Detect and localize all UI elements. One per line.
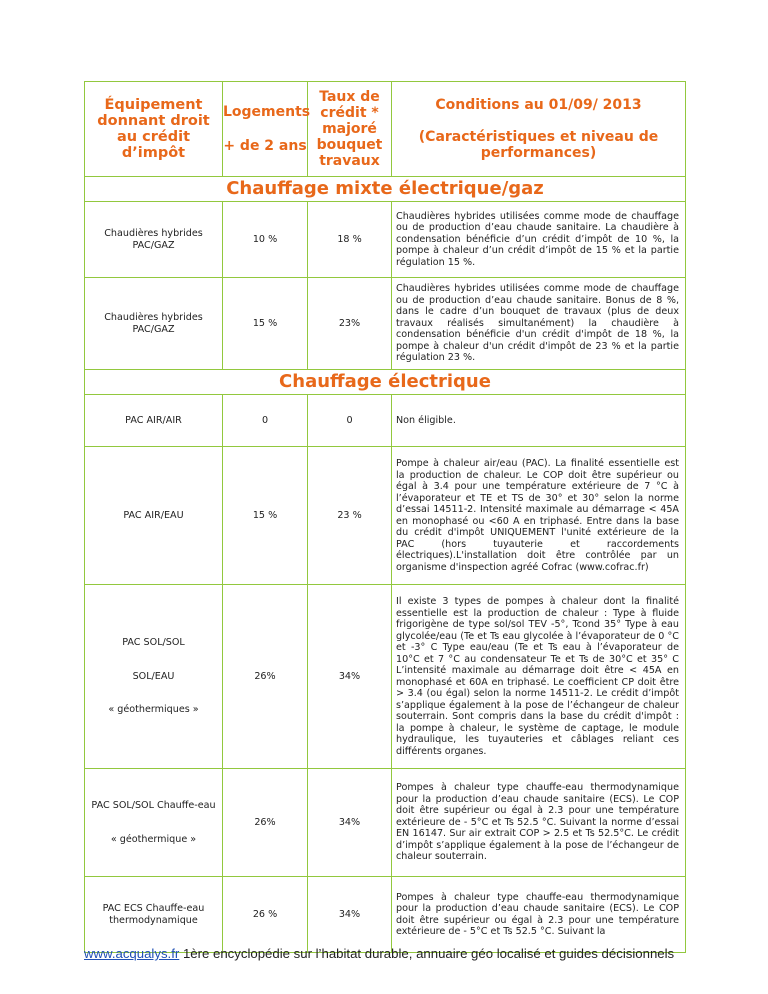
equipment-cell xyxy=(85,877,223,953)
conditions-cell: Pompes à chaleur type chauffe-eau thermodynamique pour la production d’eau chaude sanitaire (ECS). Le COP doit être supérieur ou égal à 2.3 pour une température extérieure de - 5°C et Ts 52.5 °C. Suivant la norme d’essai EN 16147. Sur air extrait COP > 2.5 et Ts 52.5°C. Le crédit d’impôt s’applique également à la pose de l’échangeur de chaleur souterrain. xyxy=(392,769,686,877)
bonus-rate-cell: 34% xyxy=(308,877,392,953)
equipment-cell xyxy=(85,278,223,370)
equipment-label: Chaudières hybrides PAC/GAZ xyxy=(104,312,203,335)
section-row xyxy=(85,177,686,202)
header-housing-label: Logements xyxy=(223,104,311,120)
header-bonus-rate: Taux de crédit * majoré bouquet travaux xyxy=(308,82,392,177)
equipment-cell xyxy=(85,585,223,769)
header-row xyxy=(85,82,686,177)
rate-cell: 26 % xyxy=(223,877,308,953)
bonus-rate-cell: 23 % xyxy=(308,447,392,585)
rate-cell: 15 % xyxy=(223,278,308,370)
header-housing-age: + de 2 ans xyxy=(223,138,307,154)
rate-cell: 26% xyxy=(223,585,308,769)
bonus-rate-cell: 23% xyxy=(308,278,392,370)
section-title: Chauffage mixte électrique/gaz xyxy=(85,177,686,202)
header-conditions-detail: (Caractéristiques et niveau de performances) xyxy=(418,129,659,161)
rate-cell: 0 xyxy=(223,395,308,447)
equipment-label: SOL/EAU xyxy=(132,670,175,682)
table-row xyxy=(85,395,686,447)
table-row xyxy=(85,585,686,769)
bonus-rate-cell: 18 % xyxy=(308,202,392,278)
conditions-cell: Chaudières hybrides utilisées comme mode de chauffage ou de production d’eau chaude sanitaire. Bonus de 8 %, dans le cadre d’un bouquet de travaux (plus de deux travaux réalisés simultanément) la chaudière à condensation bénéficie d'un crédit d'impôt de 18 %, la pompe à chaleur d'un crédit d'impôt de 23 % et la partie régulation 23 %. xyxy=(392,278,686,370)
conditions-cell: Pompe à chaleur air/eau (PAC). La finalité essentielle est la production de chaleur. Le COP doit être supérieur ou égal à 3.4 pour une température extérieure de 7 °C à l’évaporateur et TE et TS de 30° et 30° selon la norme d’essai 14511-2. Intensité maximale au démarrage < 45A en monophasé ou <60 A en triphasé. Entre dans la base du crédit d'impôt UNIQUEMENT l'unité extérieure de la PAC (hors tuyauterie et raccordements électriques).L'installation doit être contrôlée par un organisme d'inspection agréé Cofrac (www.cofrac.fr) xyxy=(392,447,686,585)
equipment-label: PAC AIR/AIR xyxy=(125,414,182,426)
header-housing xyxy=(223,82,311,177)
equipment-cell xyxy=(85,202,223,278)
bonus-rate-cell: 0 xyxy=(308,395,392,447)
rate-cell: 15 % xyxy=(223,447,308,585)
conditions-cell: Non éligible. xyxy=(392,395,686,447)
equipment-label: PAC AIR/EAU xyxy=(123,509,184,521)
bonus-rate-cell: 34% xyxy=(308,585,392,769)
table-row xyxy=(85,447,686,585)
document-page xyxy=(84,81,685,953)
footer-text: 1ère encyclopédie sur l’habitat durable, annuaire géo localisé et guides décisionnels xyxy=(179,946,675,961)
equipment-label: PAC ECS Chauffe-eau thermodynamique xyxy=(102,903,205,926)
equipment-label: PAC SOL/SOL xyxy=(122,637,185,649)
equipment-cell xyxy=(85,769,223,877)
bonus-rate-cell: 34% xyxy=(308,769,392,877)
header-conditions-date: Conditions au 01/09/ 2013 xyxy=(435,97,642,113)
section-row xyxy=(85,370,686,395)
equipment-label: « géothermiques » xyxy=(108,704,199,716)
table-row xyxy=(85,202,686,278)
conditions-cell: Il existe 3 types de pompes à chaleur dont la finalité essentielle est la production de chaleur : Type à fluide frigorigène de type sol/sol TEV -5°, Tcond 35° Type à eau glycolée/eau (Te et Ts eau glycolée à l’évaporateur de 0 °C et -3° C Type eau/eau (Te et Ts eau à l’évaporateur de 10°C et 7 °C au condensateur Te et Ts de 30°C et 35° C L’intensité maximale au démarrage doit être < 45A en monophasé et 60A en triphasé. Le coefficient CP doit être > 3.4 (ou égal) selon la norme 14511-2. Le crédit d’impôt s’applique également à la pose de l’échangeur de chaleur souterrain. Sont compris dans la base du crédit d'impôt : la pompe à chaleur, le système de captage, le module hydraulique, les tuyauteries et câblages reliant ces différents organes. xyxy=(392,585,686,769)
conditions-cell: Pompes à chaleur type chauffe-eau thermodynamique pour la production d’eau chaude sanitaire (ECS). Le COP doit être supérieur ou égal à 2.3 pour une température extérieure de - 5°C et Ts 52.5 °C. Suivant la xyxy=(392,877,686,953)
page-footer xyxy=(84,946,704,961)
equipment-cell xyxy=(85,447,223,585)
rate-cell: 10 % xyxy=(223,202,308,278)
table-row xyxy=(85,877,686,953)
equipment-label: « géothermique » xyxy=(110,833,197,845)
rate-cell: 26% xyxy=(223,769,308,877)
table-row xyxy=(85,769,686,877)
header-conditions xyxy=(392,82,686,177)
header-equipment: Équipement donnant droit au crédit d’impôt xyxy=(85,82,223,177)
tax-credit-table xyxy=(84,81,686,953)
conditions-cell: Chaudières hybrides utilisées comme mode de chauffage ou de production d’eau chaude sanitaire. La chaudière à condensation bénéficie d’un crédit d’impôt de 10 %, la pompe à chaleur d’un crédit d’impôt de 15 % et la partie régulation 15 %. xyxy=(392,202,686,278)
equipment-label: PAC SOL/SOL Chauffe-eau xyxy=(91,800,216,811)
table-row xyxy=(85,278,686,370)
equipment-label: Chaudières hybrides PAC/GAZ xyxy=(104,228,203,251)
equipment-cell xyxy=(85,395,223,447)
footer-link[interactable]: www.acqualys.fr xyxy=(84,946,180,961)
section-title: Chauffage électrique xyxy=(85,370,686,395)
